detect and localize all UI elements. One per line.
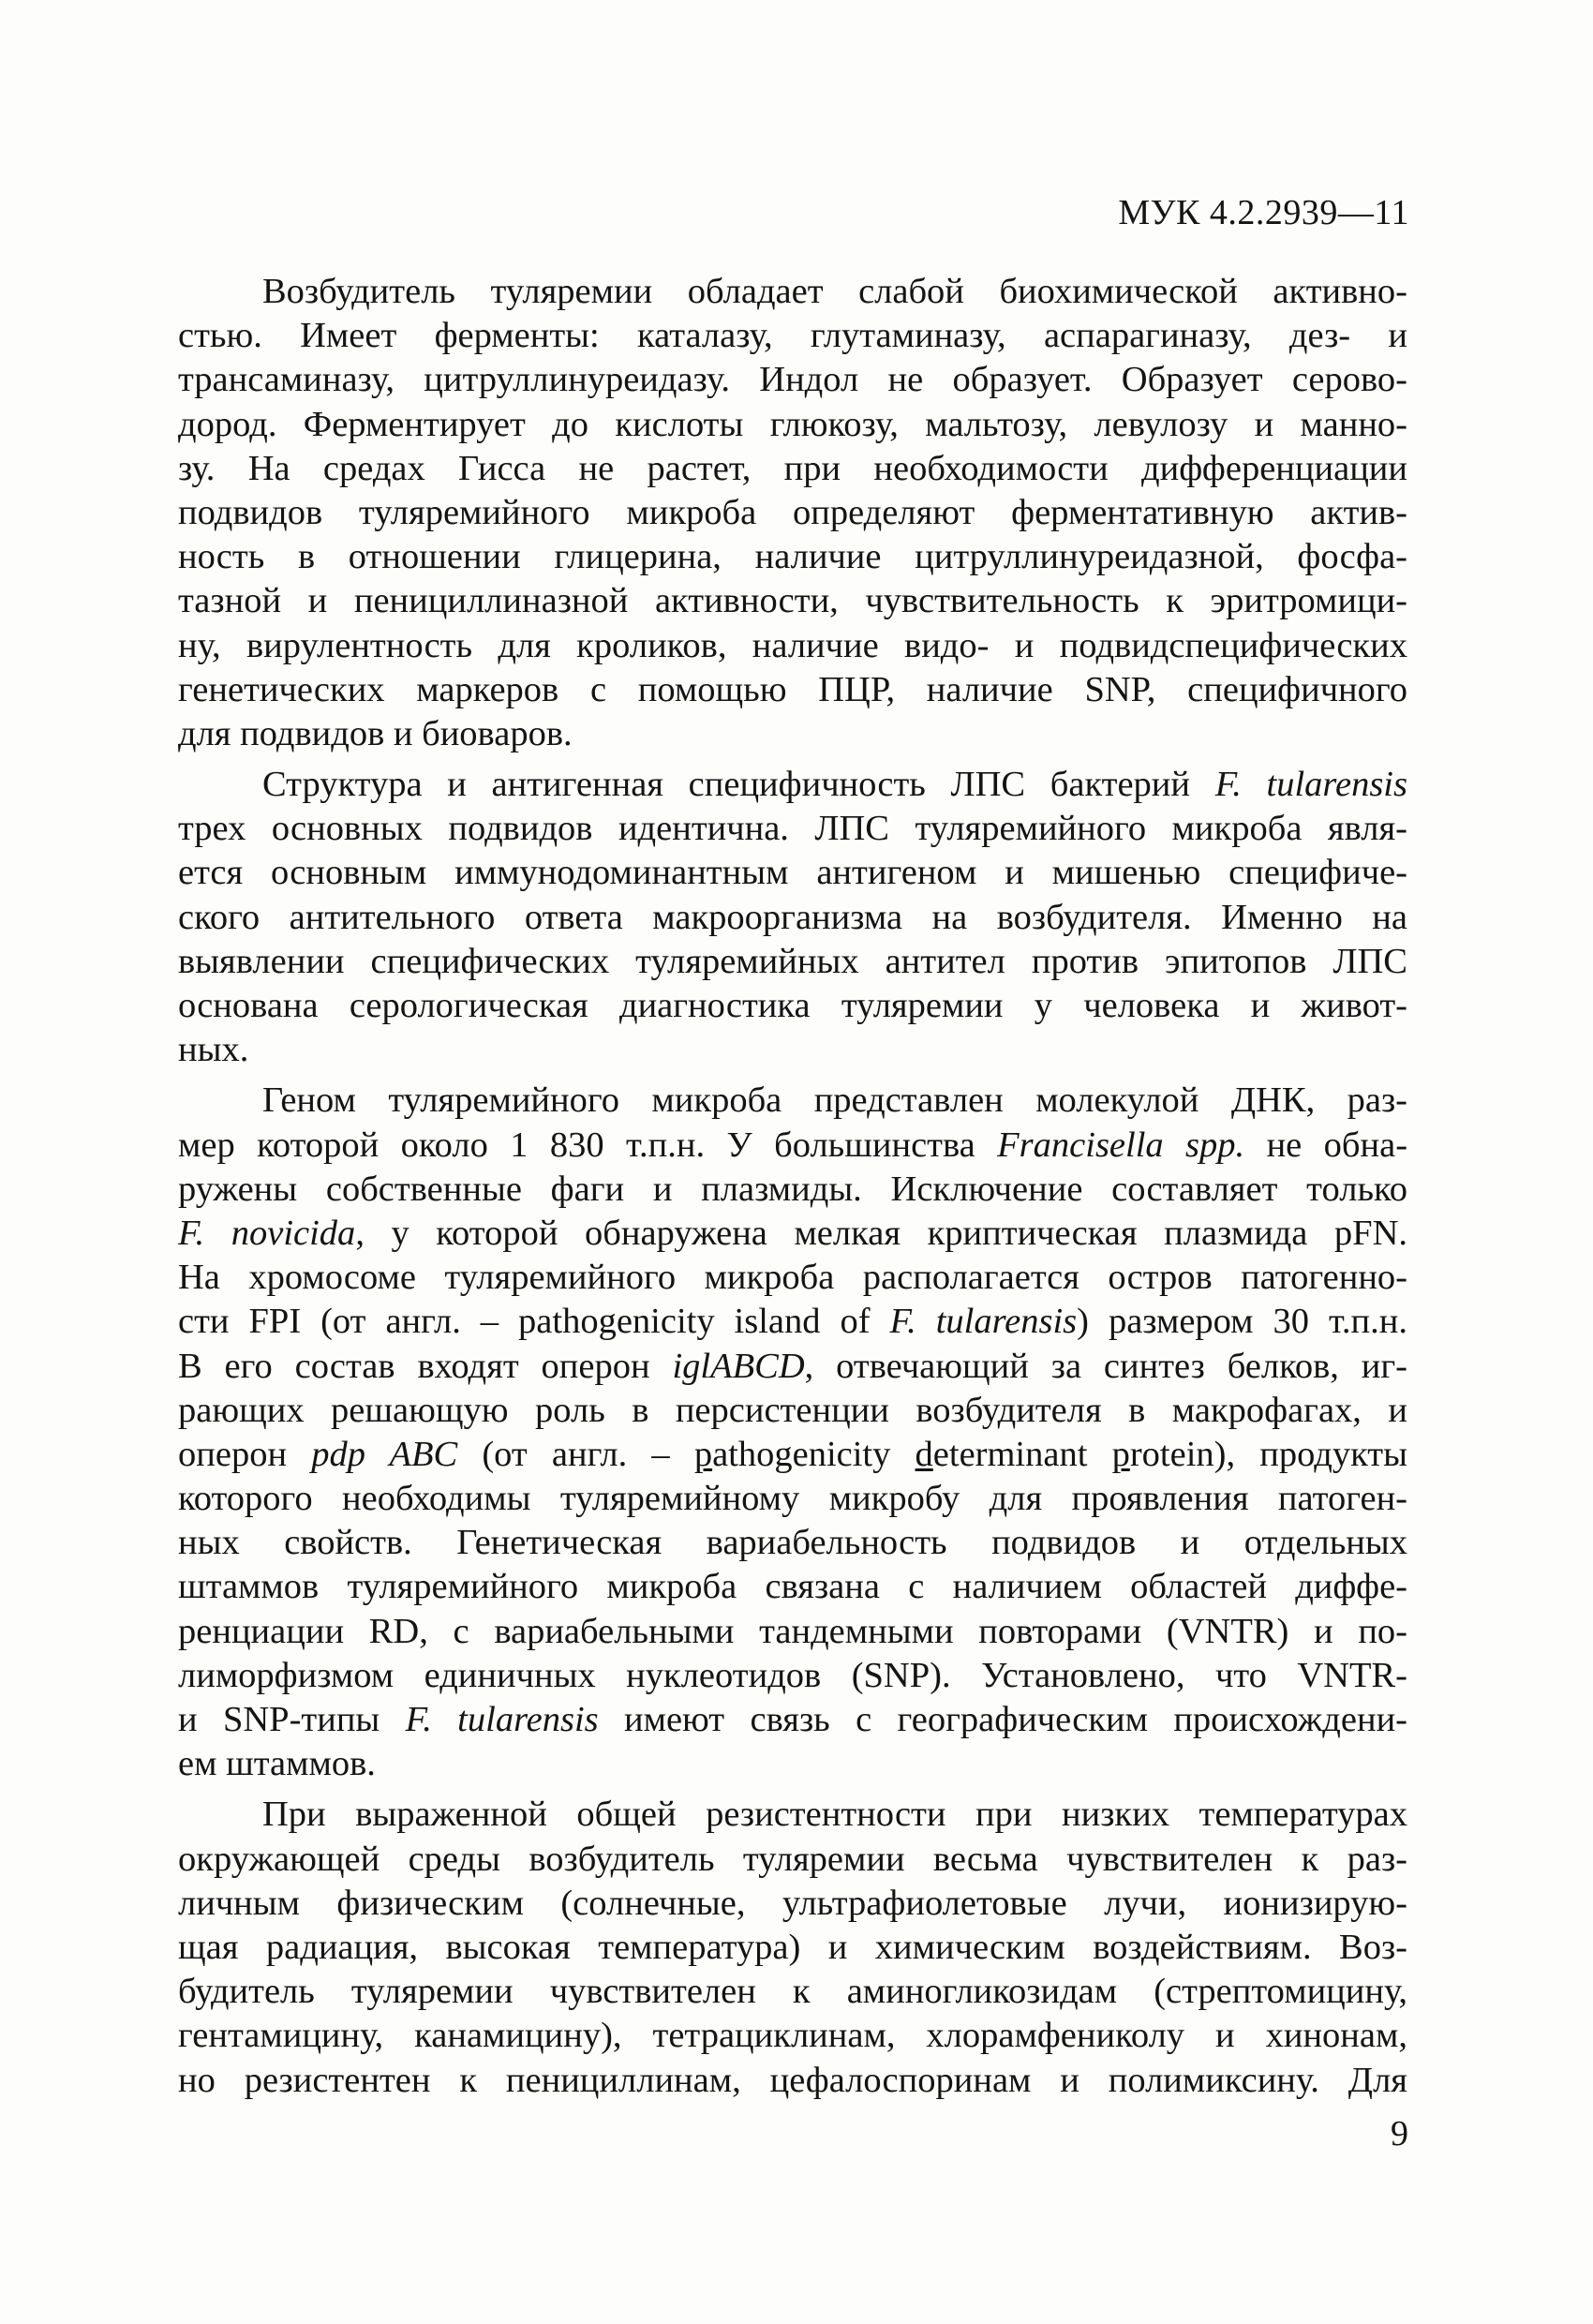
text-line: ем штаммов. bbox=[178, 1744, 376, 1784]
text-line: генетических маркеров с помощью ПЦР, наличие SNP, специфичного bbox=[178, 669, 1407, 709]
text-line: Возбудитель туляремии обладает слабой биохимической активно- bbox=[262, 272, 1407, 311]
text-line: Структура и антигенная специфичность ЛПС бактерий F. tularensis bbox=[262, 765, 1407, 805]
text-line: Геном туляремийного микроба представлен молекулой ДНК, раз- bbox=[262, 1080, 1407, 1121]
text-line: но резистентен к пенициллинам, цефалоспоринам и полимиксину. Для bbox=[178, 2060, 1407, 2100]
text-line: окружающей среды возбудитель туляремии весьма чувствителен к раз- bbox=[178, 1839, 1407, 1879]
text-line: трех основных подвидов идентична. ЛПС туляремийного микроба явля- bbox=[178, 809, 1407, 849]
text-line: ных свойств. Генетическая вариабельность подвидов и отдельных bbox=[178, 1523, 1407, 1563]
text-line: сти FPI (от англ. – pathogenicity island of F. tularensis) размером 30 т.п.н. bbox=[178, 1302, 1407, 1342]
text-line: штаммов туляремийного микроба связана с наличием областей диффе- bbox=[178, 1567, 1407, 1607]
text-line: зу. На средах Гисса не растет, при необходимости дифференциации bbox=[178, 448, 1407, 488]
document-code-header: МУК 4.2.2939—11 bbox=[1118, 193, 1409, 232]
text-line: трансаминазу, цитруллинуреидазу. Индол не образует. Образует серово- bbox=[178, 360, 1407, 400]
text-line: подвидов туляремийного микроба определяют ферментативную актив- bbox=[178, 492, 1407, 532]
text-line: будитель туляремии чувствителен к аминогликозидам (стрептомицину, bbox=[178, 1972, 1407, 2012]
text-line: выявлении специфических туляремийных антител против эпитопов ЛПС bbox=[178, 941, 1407, 981]
paragraph bbox=[178, 1793, 1407, 2102]
paragraph bbox=[178, 763, 1407, 1072]
text-line: ского антительного ответа макроорганизма на возбудителя. Именно на bbox=[178, 897, 1407, 937]
text-line: ружены собственные фаги и плазмиды. Исключение составляет только bbox=[178, 1169, 1407, 1209]
text-line: На хромосоме туляремийного микроба располагается остров патогенно- bbox=[178, 1258, 1407, 1298]
text-line: ется основным иммунодоминантным антигеном и мишенью специфиче- bbox=[178, 853, 1407, 893]
text-line: лиморфизмом единичных нуклеотидов (SNP). Установлено, что VNTR- bbox=[178, 1655, 1407, 1695]
paragraph bbox=[178, 270, 1407, 756]
text-line: щая радиация, высокая температура) и химическим воздействиям. Воз- bbox=[178, 1927, 1407, 1967]
paragraph bbox=[178, 1079, 1407, 1786]
text-line: и SNP-типы F. tularensis имеют связь с географическим происхождени- bbox=[178, 1700, 1407, 1739]
text-line: тазной и пенициллиназной активности, чувствительность к эритромици- bbox=[178, 581, 1407, 621]
text-line: которого необходимы туляремийному микробу для проявления патоген- bbox=[178, 1479, 1407, 1519]
text-line: гентамицину, канамицину), тетрациклинам, хлорамфениколу и хинонам, bbox=[178, 2016, 1407, 2056]
page-number: 9 bbox=[1391, 2114, 1408, 2153]
text-line: стью. Имеет ферменты: каталазу, глутаминазу, аспарагиназу, дез- и bbox=[178, 316, 1407, 356]
text-line: ность в отношении глицерина, наличие цитруллинуреидазной, фосфа- bbox=[178, 537, 1407, 577]
text-line: для подвидов и биоваров. bbox=[178, 713, 573, 753]
text-line: ну, вирулентность для кроликов, наличие видо- и подвидспецифических bbox=[178, 625, 1407, 665]
text-line: основана серологическая диагностика туляремии у человека и живот- bbox=[178, 986, 1407, 1025]
text-line: F. novicida, у которой обнаружена мелкая криптическая плазмида pFN. bbox=[178, 1213, 1407, 1253]
text-line: В его состав входят оперон iglABCD, отвечающий за синтез белков, иг- bbox=[178, 1346, 1407, 1386]
text-line: дород. Ферментирует до кислоты глюкозу, мальтозу, левулозу и манно- bbox=[178, 404, 1407, 444]
text-line: При выраженной общей резистентности при низких температурах bbox=[262, 1795, 1407, 1835]
text-line: мер которой около 1 830 т.п.н. У большинства Francisella spp. не обна- bbox=[178, 1125, 1408, 1165]
body-text bbox=[178, 270, 1407, 2109]
text-line: рающих решающую роль в персистенции возбудителя в макрофагах, и bbox=[178, 1390, 1407, 1430]
text-line: оперон pdp ABC (от англ. – pathogenicity determinant protein), продукты bbox=[178, 1434, 1407, 1474]
text-line: личным физическим (солнечные, ультрафиолетовые лучи, ионизирую- bbox=[178, 1883, 1407, 1923]
text-line: ренциации RD, с вариабельными тандемными повторами (VNTR) и по- bbox=[178, 1611, 1407, 1651]
text-line: ных. bbox=[178, 1030, 249, 1070]
